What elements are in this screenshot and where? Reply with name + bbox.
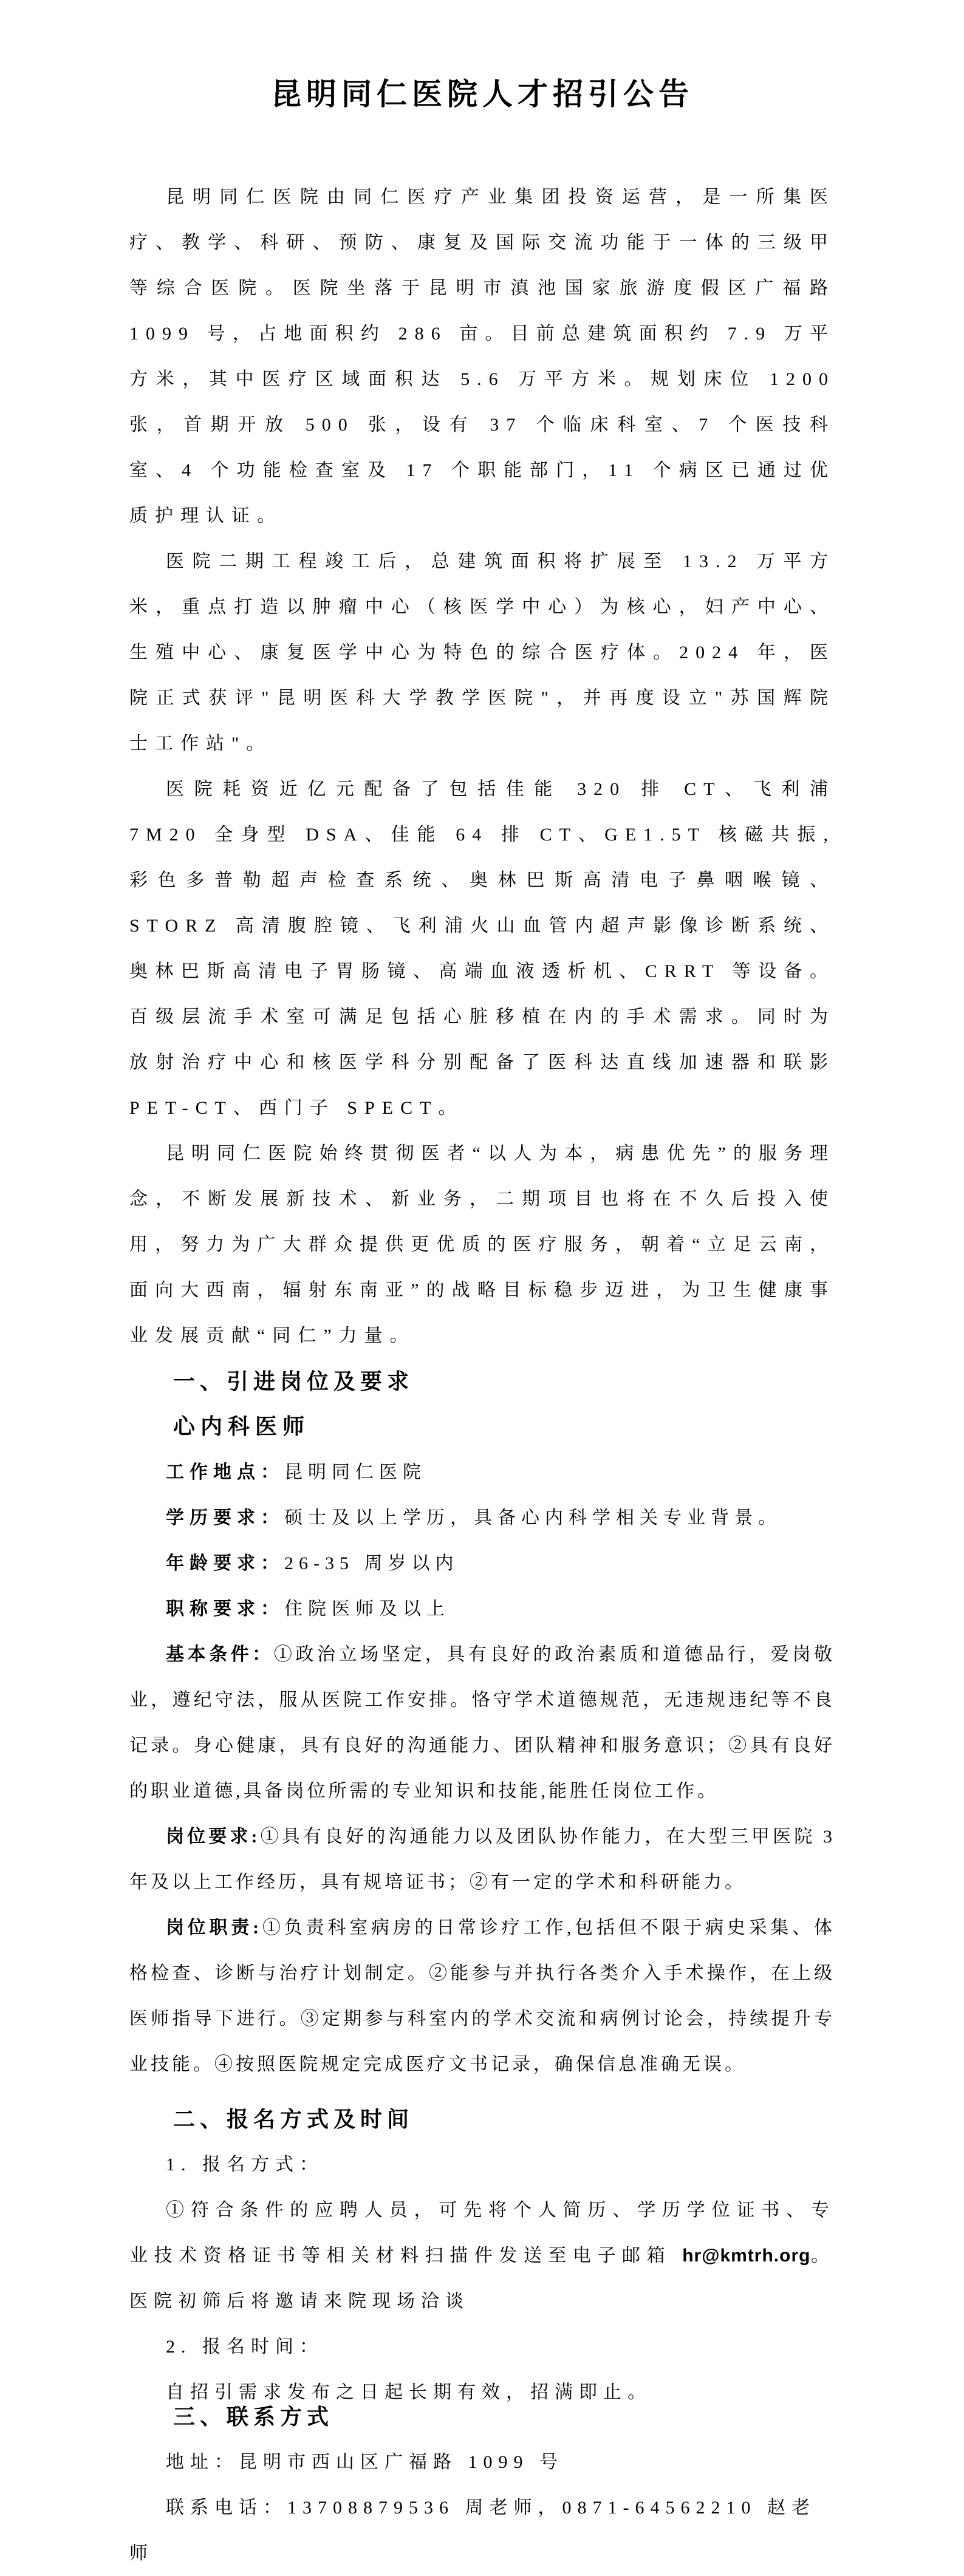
intro-paragraph-2: 医院二期工程竣工后，总建筑面积将扩展至 13.2 万平方米，重点打造以肿瘤中心（核医学中心）为核心，妇产中心、生殖中心、康复医学中心为特色的综合医疗体。2024 年，医院正式获评"昆明医科大学教学医院"，并再度设立"苏国辉院士工作站"。 [129, 551, 835, 754]
apply-method-paragraph [129, 2187, 835, 2324]
field-work-location [129, 1450, 835, 1495]
intro-paragraph-4: 昆明同仁医院始终贯彻医者“以人为本，病患优先”的服务理念，不断发展新技术、新业务，二期项目也将在不久后投入使用，努力为广大群众提供更优质的医疗服务，朝着“立足云南，面向大西南，辐射东南亚”的战略目标稳步迈进，为卫生健康事业发展贡献“同仁”力量。 [129, 1143, 835, 1346]
section-heading-positions: 一、引进岗位及要求 [173, 1369, 414, 1394]
apply-time-label: 2. 报名时间： [166, 2337, 324, 2357]
basic-conditions-value: ①政治立场坚定，具有良好的政治素质和道德品行，爱岗敬业，遵纪守法，服从医院工作安排。恪守学术道德规范，无违规违纪等不良记录。身心健康，具有良好的沟通能力、团队精神和服务意识；②具有良好的职业道德,具备岗位所需的专业知识和技能,能胜任岗位工作。 [129, 1644, 836, 1801]
job-requirements-label: 岗位要求: [166, 1827, 261, 1847]
contact-phone-value: 13708879536 周老师，0871-64562210 赵老师 [129, 2498, 816, 2563]
basic-conditions-label: 基本条件： [166, 1644, 274, 1665]
field-age [129, 1541, 835, 1586]
page-title: 昆明同仁医院人才招引公告 [271, 77, 694, 111]
field-work-location-label: 工作地点： [166, 1462, 284, 1482]
apply-time-note: 自招引需求发布之日起长期有效，招满即止。 [166, 2382, 652, 2402]
apply-method-label: 1. 报名方式： [166, 2155, 324, 2175]
job-duties-value: ①负责科室病房的日常诊疗工作,包括但不限于病史采集、体格检查、诊断与治疗计划制定。②能参与并执行各类介入手术操作，在上级医师指导下进行。③定期参与科室内的学术交流和病例讨论会，持续提升专业技能。④按照医院规定完成医疗文书记录，确保信息准确无误。 [129, 1918, 835, 2074]
field-title-rank-value: 住院医师及以上 [284, 1599, 450, 1619]
contact-address-line [129, 2439, 835, 2485]
field-age-label: 年龄要求： [166, 1553, 284, 1573]
field-title-rank [129, 1586, 835, 1632]
field-title-rank-label: 职称要求： [166, 1599, 284, 1619]
contact-phone-line [129, 2485, 835, 2576]
field-education-label: 学历要求： [166, 1508, 284, 1528]
apply-method-prefix: ①符合条件的应聘人员，可先将个人简历、学历学位证书、专业技术资格证书等相关材料扫描件发送至电子邮箱 [129, 2200, 835, 2266]
job-duties-paragraph [129, 1905, 835, 2087]
position-title: 心内科医师 [173, 1414, 310, 1439]
field-work-location-value: 昆明同仁医院 [284, 1462, 426, 1482]
field-education-value: 硕士及以上学历，具备心内科学相关专业背景。 [284, 1508, 782, 1528]
contact-address-label: 地址： [166, 2452, 239, 2472]
intro-paragraph-1: 昆明同仁医院由同仁医疗产业集团投资运营，是一所集医疗、教学、科研、预防、康复及国际交流功能于一体的三级甲等综合医院。医院坐落于昆明市滇池国家旅游度假区广福路 1099 号，占地面积约 286 亩。目前总建筑面积约 7.9 万平方米，其中医疗区域面积达 5.6 万平方米。规划床位 1200 张，首期开放 500 张，设有 37 个临床科室、7 个医技科室、4 个功能检查室及 17 个职能部门，11 个病区已通过优质护理认证。 [129, 187, 835, 526]
apply-email: hr@kmtrh.org [682, 2246, 811, 2266]
job-requirements-paragraph [129, 1814, 835, 1905]
contact-address-value: 昆明市西山区广福路 1099 号 [239, 2452, 564, 2472]
field-age-value: 26-35 周岁以内 [284, 1553, 459, 1573]
section-heading-contact: 三、联系方式 [173, 2404, 334, 2429]
section-heading-apply: 二、报名方式及时间 [173, 2107, 414, 2131]
job-duties-label: 岗位职责: [166, 1918, 262, 1938]
contact-phone-label: 联系电话： [166, 2498, 287, 2518]
basic-conditions-paragraph [129, 1632, 835, 1814]
field-education [129, 1495, 835, 1541]
intro-paragraph-3: 医院耗资近亿元配备了包括佳能 320 排 CT、飞利浦 7M20 全身型 DSA、佳能 64 排 CT、GE1.5T 核磁共振,彩色多普勒超声检查系统、奥林巴斯高清电子鼻咽喉镜、STORZ 高清腹腔镜、飞利浦火山血管内超声影像诊断系统、奥林巴斯高清电子胃肠镜、高端血液透析机、CRRT 等设备。百级层流手术室可满足包括心脏移植在内的手术需求。同时为放射治疗中心和核医学科分别配备了医科达直线加速器和联影 PET-CT、西门子 SPECT。 [129, 779, 835, 1118]
job-requirements-value: ①具有良好的沟通能力以及团队协作能力，在大型三甲医院 3 年及以上工作经历，具有规培证书；②有一定的学术和科研能力。 [129, 1827, 835, 1892]
apply-method-suffix: 。医院初筛后将邀请来院现场洽谈 [129, 2246, 836, 2311]
